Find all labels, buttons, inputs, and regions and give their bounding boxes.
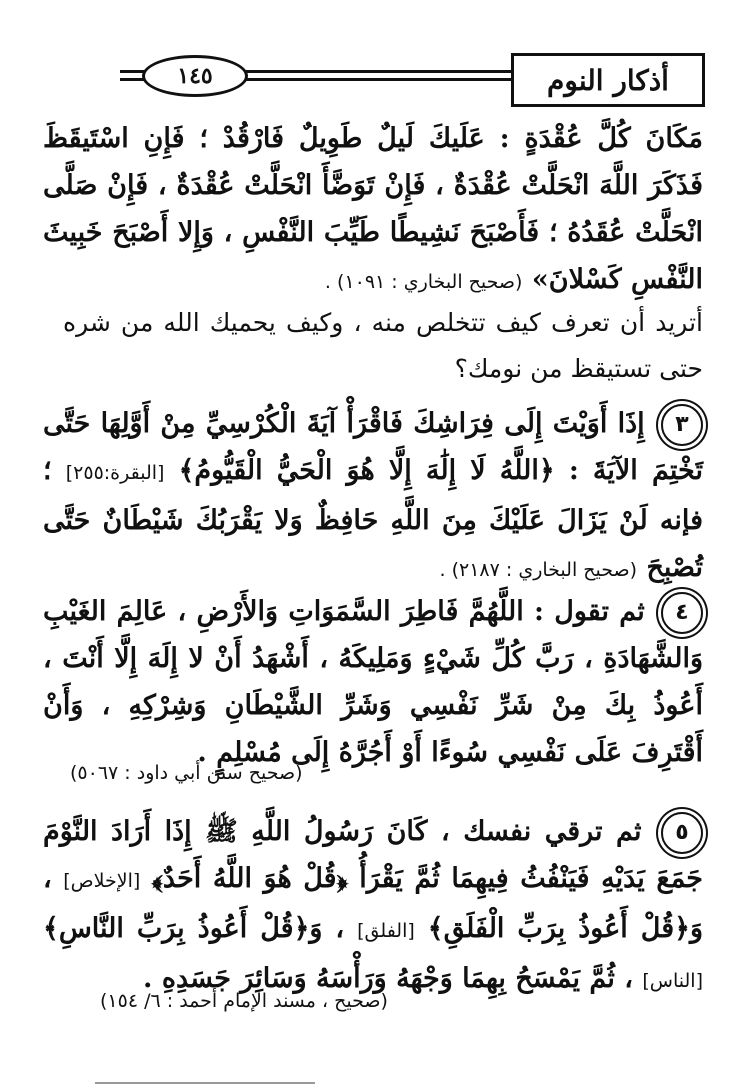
- footer-rule: [95, 1082, 315, 1084]
- verse-reference: [البقرة:٢٥٥]: [65, 462, 165, 484]
- hadith-source: (صحيح البخاري : ١٠٩١) .: [324, 271, 523, 293]
- item-5-source: (صحيح ، مسند الإمام أحمد : ٦/ ١٥٤): [100, 990, 388, 1012]
- item-text: ثم ترقي نفسك ، كَانَ رَسُولُ اللَّهِ ﷺ إِذَا أَرَادَ النَّوْمَ جَمَعَ يَدَيْهِ فَيَنْفُثُ فِيهِمَا ثُمَّ يَقْرَأُ ﴿قُلْ هُوَ اللَّهُ أَحَدٌ﴾: [43, 816, 703, 894]
- item-text-b: ، وَ﴿قُلْ أَعُوذُ بِرَبِّ الْفَلَقِ﴾: [43, 863, 703, 944]
- intro-paragraph: أتريد أن تعرف كيف تتخلص منه ، وكيف يحميك الله من شره حتى تستيقظ من نومك؟: [63, 308, 703, 383]
- item-text-c: ، وَ﴿قُلْ أَعُوذُ بِرَبِّ النَّاسِ﴾: [43, 913, 345, 944]
- dhikr-item-3: [43, 400, 703, 594]
- hadith-text: مَكَانَ كُلَّ عُقْدَةٍ : عَلَيكَ لَيلٌ طَوِيلٌ فَارْقُدْ ؛ فَإِنِ اسْتَيقَظَ فَذَكَرَ اللَّهَ انْحَلَّتْ عُقْدَةٌ ، فَإِنْ تَوَضَّأَ انْحَلَّتْ عُقْدَةٌ ، فَإِنْ صَلَّى انْحَلَّتْ عُقَدُهُ ؛ فَأَصْبَحَ نَشِيطًا طَيِّبَ النَّفْسِ ، وَإِلا أَصْبَحَ خَبِيثَ النَّفْسِ كَسْلانَ»: [43, 123, 703, 295]
- hadith-continuation: [43, 115, 703, 306]
- dhikr-item-4: [43, 588, 703, 776]
- page-header: [120, 50, 705, 105]
- surah-reference: [الناس]: [642, 970, 703, 992]
- item-text-continued: ؛ فإنه لَنْ يَزَالَ عَلَيْكَ مِنَ اللَّهِ حَافِظٌ وَلا يَقْرَبُكَ شَيْطَانٌ حَتَّى تُصْبِحَ: [43, 455, 703, 583]
- item-text: ثم تقول : اللَّهُمَّ فَاطِرَ السَّمَوَاتِ وَالأَرْضِ ، عَالِمَ الغَيْبِ وَالشَّهَادَةِ ، رَبَّ كُلِّ شَيْءٍ وَمَلِيكَهُ ، أَشْهَدُ أَنْ لا إِلَهَ إِلَّا أَنْتَ ، أَعُوذُ بِكَ مِنْ شَرِّ نَفْسِي وَشَرِّ الشَّيْطَانِ وَشِرْكِهِ ، وَأَنْ أَقْتَرِفَ عَلَى نَفْسِي سُوءًا أَوْ أَجُرَّهُ إِلَى مُسْلِمٍ .: [43, 596, 703, 768]
- item-number-badge: ٣: [661, 404, 703, 446]
- item-number-badge: ٥: [661, 812, 703, 854]
- item-number-badge: ٤: [661, 592, 703, 634]
- page-number: ١٤٥: [142, 55, 248, 97]
- item-text-d: ، ثُمَّ يَمْسَحُ بِهِمَا وَجْهَهُ وَرَأْسَهُ وَسَائِرَ جَسَدِهِ .: [143, 963, 633, 994]
- surah-reference: [الإخلاص]: [63, 870, 141, 892]
- item-source: (صحيح البخاري : ٢١٨٧) .: [439, 559, 638, 581]
- dhikr-item-5: [43, 808, 703, 1005]
- item-4-source: (صحيح سنن أبي داود : ٥٠٦٧): [70, 762, 303, 784]
- surah-reference: [الفلق]: [357, 920, 415, 942]
- chapter-title: أذكار النوم: [511, 53, 705, 107]
- item-text: إِذَا أَوَيْتَ إِلَى فِرَاشِكَ فَاقْرَأْ آيَةَ الْكُرْسِيِّ مِنْ أَوَّلِهَا حَتَّى تَخْتِمَ الآيَةَ : ﴿اللَّهُ لَا إِلَٰهَ إِلَّا هُوَ الْحَيُّ الْقَيُّومُ﴾: [43, 408, 703, 486]
